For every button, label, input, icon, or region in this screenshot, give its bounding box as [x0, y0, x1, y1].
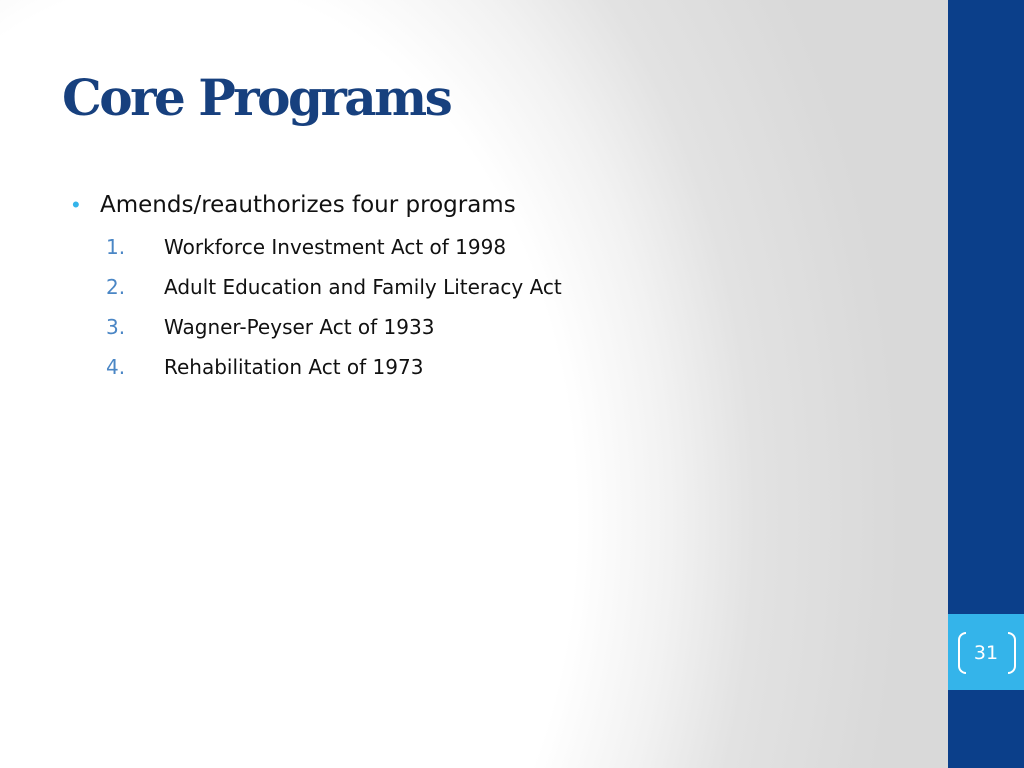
program-number: 3.	[106, 315, 126, 339]
program-list	[72, 226, 932, 386]
bullet-item	[72, 186, 932, 226]
program-name: Workforce Investment Act of 1998	[164, 235, 507, 259]
program-item	[72, 346, 932, 386]
program-item	[72, 226, 932, 266]
program-item	[72, 306, 932, 346]
page-number-box	[948, 614, 1024, 690]
program-number: 1.	[106, 235, 126, 259]
program-name: Adult Education and Family Literacy Act	[164, 275, 562, 299]
bullet-icon: •	[72, 192, 80, 217]
slide-content	[72, 186, 932, 386]
slide-title: Core Programs	[62, 68, 451, 127]
bullet-text: Amends/reauthorizes four programs	[100, 192, 516, 218]
page-number: 31	[973, 642, 999, 664]
program-item	[72, 266, 932, 306]
program-number: 4.	[106, 355, 126, 379]
program-name: Wagner-Peyser Act of 1933	[164, 315, 435, 339]
right-bracket-icon	[1008, 632, 1016, 674]
program-number: 2.	[106, 275, 126, 299]
program-name: Rehabilitation Act of 1973	[164, 355, 424, 379]
